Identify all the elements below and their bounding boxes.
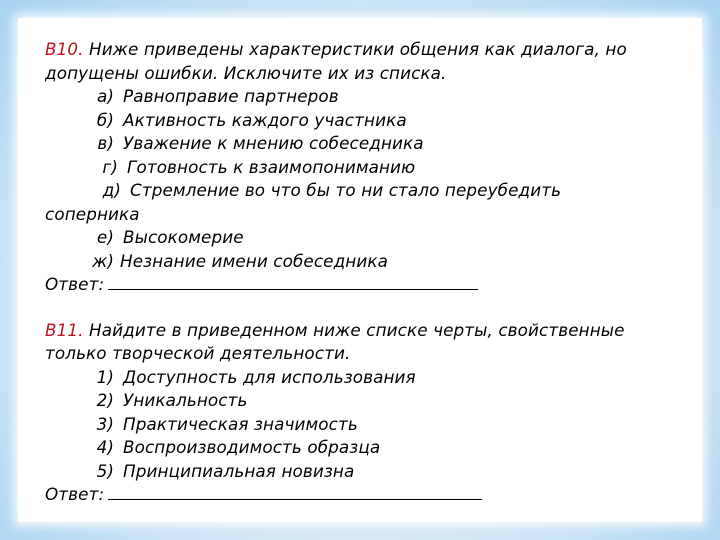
q11-item-5-text: Принципиальная новизна bbox=[123, 460, 355, 481]
q10-answer-label: Ответ: bbox=[45, 274, 105, 294]
q10-item-d-marker: д) bbox=[102, 180, 121, 200]
q10-item-d-continuation: соперника bbox=[45, 203, 140, 224]
q10-question-line2: допущены ошибки. Исключите их из списка. bbox=[45, 62, 447, 83]
q10-item-v-marker: в) bbox=[97, 133, 114, 153]
q10-item-d bbox=[45, 179, 705, 203]
slide-content bbox=[45, 38, 705, 507]
q11-question-line2: только творческой деятельности. bbox=[45, 343, 351, 363]
q11-item-3 bbox=[45, 413, 705, 437]
q10-item-a-text: Равноправие партнеров bbox=[123, 86, 339, 106]
q10-item-b-text: Активность каждого участника bbox=[123, 109, 407, 130]
q10-item-v bbox=[45, 132, 705, 156]
q11-item-2 bbox=[45, 389, 705, 413]
q10-item-a-marker: а) bbox=[96, 86, 114, 106]
q10-item-b-marker: б) bbox=[96, 109, 114, 130]
q11-item-2-marker: 2) bbox=[96, 390, 114, 410]
q10-item-g-text: Готовность к взаимопониманию bbox=[127, 156, 416, 177]
q11-item-1-marker: 1) bbox=[96, 366, 114, 387]
q11-item-2-text: Уникальность bbox=[123, 390, 248, 410]
q11-number: В11. bbox=[45, 319, 84, 340]
q11-item-5-marker: 5) bbox=[96, 460, 114, 481]
section-gap bbox=[45, 297, 705, 319]
q11-header bbox=[45, 319, 705, 343]
q11-item-3-text: Практическая значимость bbox=[123, 413, 358, 434]
q10-item-zh bbox=[45, 250, 705, 274]
slide bbox=[18, 18, 702, 522]
q10-item-zh-marker: ж) bbox=[92, 250, 114, 271]
q10-header bbox=[45, 38, 705, 62]
q11-item-4-marker: 4) bbox=[96, 437, 114, 457]
q10-item-g-marker: г) bbox=[102, 156, 118, 177]
q10-question-line1: Ниже приведены характеристики общения как диалога, но bbox=[83, 39, 627, 59]
q10-answer-row bbox=[45, 273, 705, 297]
q10-item-g bbox=[45, 156, 705, 180]
q11-item-3-marker: 3) bbox=[96, 413, 114, 434]
q10-answer-blank[interactable] bbox=[108, 288, 478, 290]
q11-answer-row bbox=[45, 483, 705, 507]
q11-answer-label: Ответ: bbox=[45, 484, 105, 504]
q11-item-1-text: Доступность для использования bbox=[123, 366, 416, 387]
q11-answer-blank[interactable] bbox=[108, 498, 482, 500]
q11-item-5 bbox=[45, 460, 705, 484]
q10-item-b bbox=[45, 109, 705, 133]
q10-item-e bbox=[45, 226, 705, 250]
q11-item-4 bbox=[45, 436, 705, 460]
q10-item-v-text: Уважение к мнению собеседника bbox=[123, 133, 424, 153]
q11-item-1 bbox=[45, 366, 705, 390]
q10-number: В10. bbox=[45, 39, 84, 59]
q10-item-zh-text: Незнание имени собеседника bbox=[120, 250, 388, 271]
q11-question-line1: Найдите в приведенном ниже списке черты, свойственные bbox=[83, 319, 625, 340]
q11-item-4-text: Воспроизводимость образца bbox=[123, 437, 381, 457]
q10-item-e-text: Высокомерие bbox=[123, 227, 244, 247]
q10-item-a bbox=[45, 85, 705, 109]
q10-item-e-marker: е) bbox=[96, 227, 114, 247]
q10-item-d-text: Стремление во что бы то ни стало переубедить bbox=[130, 180, 562, 200]
